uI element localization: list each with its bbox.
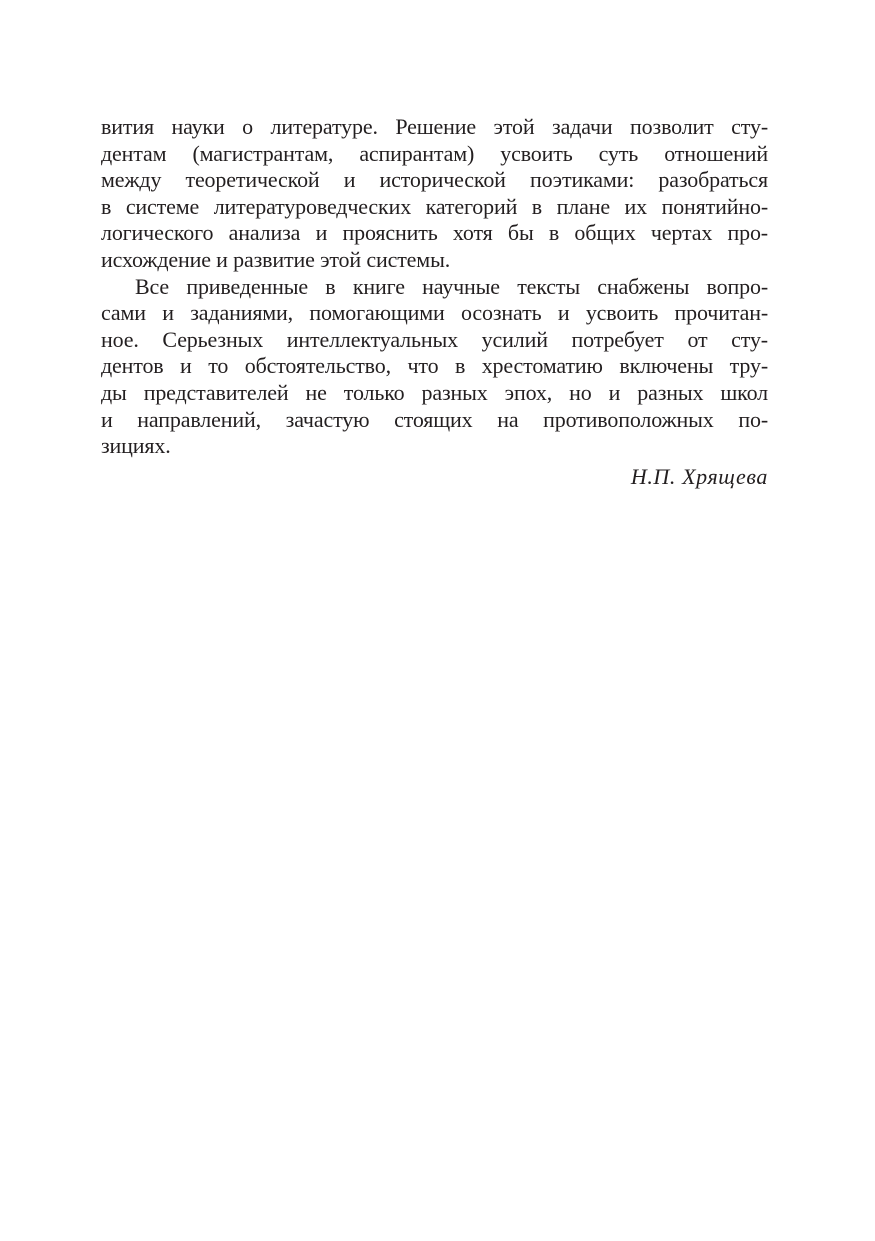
paragraph-line: ды представителей не только разных эпох, но и разных школ bbox=[101, 379, 768, 405]
paragraph-line: дентам (магистрантам, аспирантам) усвоить суть отношений bbox=[101, 140, 768, 166]
paragraph-line: дентов и то обстоятельство, что в хрестоматию включены тру- bbox=[101, 353, 768, 379]
paragraph-line: вития науки о литературе. Решение этой задачи позволит сту- bbox=[101, 114, 768, 139]
paragraph-line: сами и заданиями, помогающими осознать и усвоить прочитан- bbox=[101, 300, 768, 326]
paragraph-line: логического анализа и прояснить хотя бы в общих чертах про- bbox=[101, 220, 768, 246]
paragraph-line: и направлений, зачастую стоящих на противоположных по- bbox=[101, 406, 768, 432]
paragraph-line: зициях. bbox=[101, 433, 171, 459]
paragraph-2 bbox=[101, 274, 768, 460]
paragraph-line: Все приведенные в книге научные тексты снабжены вопро- bbox=[135, 273, 768, 299]
paragraph-line: ное. Серьезных интеллектуальных усилий потребует от сту- bbox=[101, 326, 768, 352]
paragraph-1 bbox=[101, 114, 768, 274]
paragraph-line: исхождение и развитие этой системы. bbox=[101, 246, 451, 272]
paragraph-line: в системе литературоведческих категорий в плане их понятийно- bbox=[101, 193, 768, 219]
page-body bbox=[101, 114, 768, 490]
author-signature: Н.П. Хрящева bbox=[630, 463, 768, 489]
paragraph-line: между теоретической и исторической поэтиками: разобраться bbox=[101, 167, 768, 193]
